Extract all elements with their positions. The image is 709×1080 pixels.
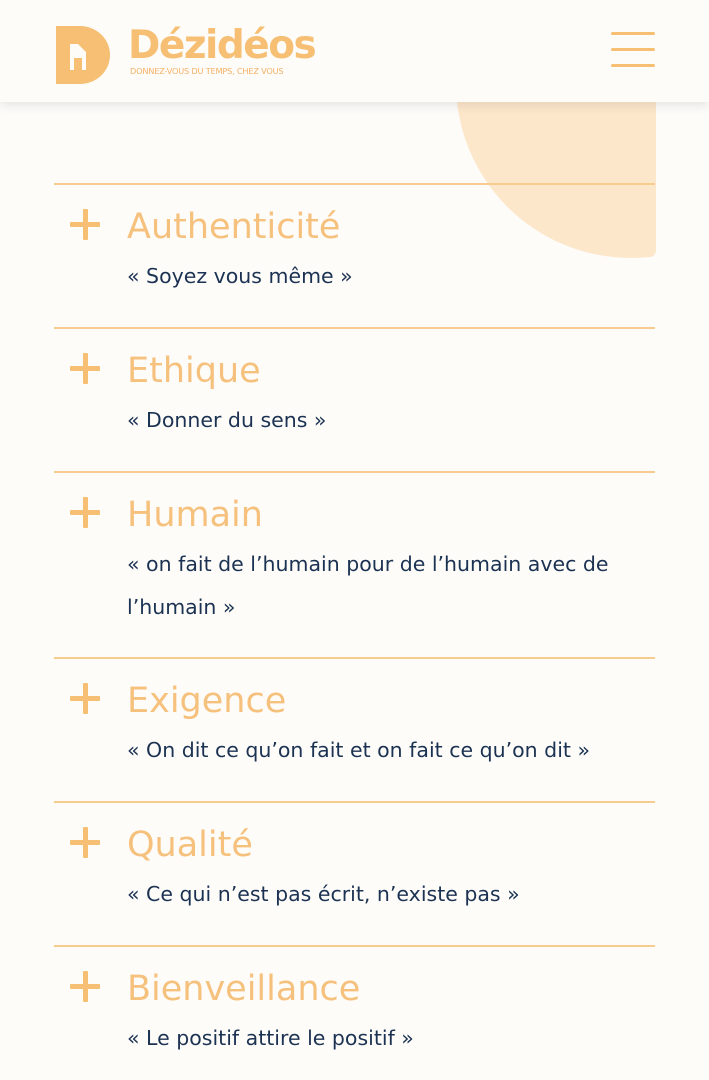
value-quote: « on fait de l’humain pour de l’humain avec de l’humain » xyxy=(127,552,609,619)
brand-name: Dézidéos xyxy=(128,23,316,68)
plus-icon[interactable] xyxy=(70,497,102,529)
value-quote: « On dit ce qu’on fait et on fait ce qu’on dit » xyxy=(127,738,590,762)
value-quote: « Soyez vous même » xyxy=(127,264,353,288)
value-title: Humain xyxy=(127,495,263,535)
accordion-item-bienveillance[interactable] xyxy=(54,945,655,1080)
accordion-item-authenticite[interactable] xyxy=(54,183,655,327)
value-quote: « Donner du sens » xyxy=(127,408,327,432)
plus-icon[interactable] xyxy=(70,971,102,1003)
value-quote: « Ce qui n’est pas écrit, n’existe pas » xyxy=(127,882,520,906)
value-title: Exigence xyxy=(127,681,287,721)
accordion-item-exigence[interactable] xyxy=(54,657,655,801)
plus-icon[interactable] xyxy=(70,353,102,385)
accordion-item-qualite[interactable] xyxy=(54,801,655,945)
plus-icon[interactable] xyxy=(70,683,102,715)
values-accordion xyxy=(54,183,655,1080)
brand-tagline: DONNEZ-VOUS DU TEMPS, CHEZ VOUS xyxy=(130,66,284,76)
menu-bar xyxy=(611,32,655,35)
plus-icon[interactable] xyxy=(70,827,102,859)
plus-icon[interactable] xyxy=(70,209,102,241)
logo-d-icon xyxy=(56,22,112,84)
hamburger-menu-icon[interactable] xyxy=(606,30,660,70)
value-title: Ethique xyxy=(127,351,261,391)
value-quote: « Le positif attire le positif » xyxy=(127,1026,414,1050)
accordion-item-ethique[interactable] xyxy=(54,327,655,471)
value-title: Authenticité xyxy=(127,207,341,247)
menu-bar xyxy=(611,64,655,67)
menu-bar xyxy=(611,48,655,51)
accordion-item-humain[interactable] xyxy=(54,471,655,657)
site-header xyxy=(0,0,709,102)
value-title: Bienveillance xyxy=(127,969,361,1009)
value-title: Qualité xyxy=(127,825,253,865)
